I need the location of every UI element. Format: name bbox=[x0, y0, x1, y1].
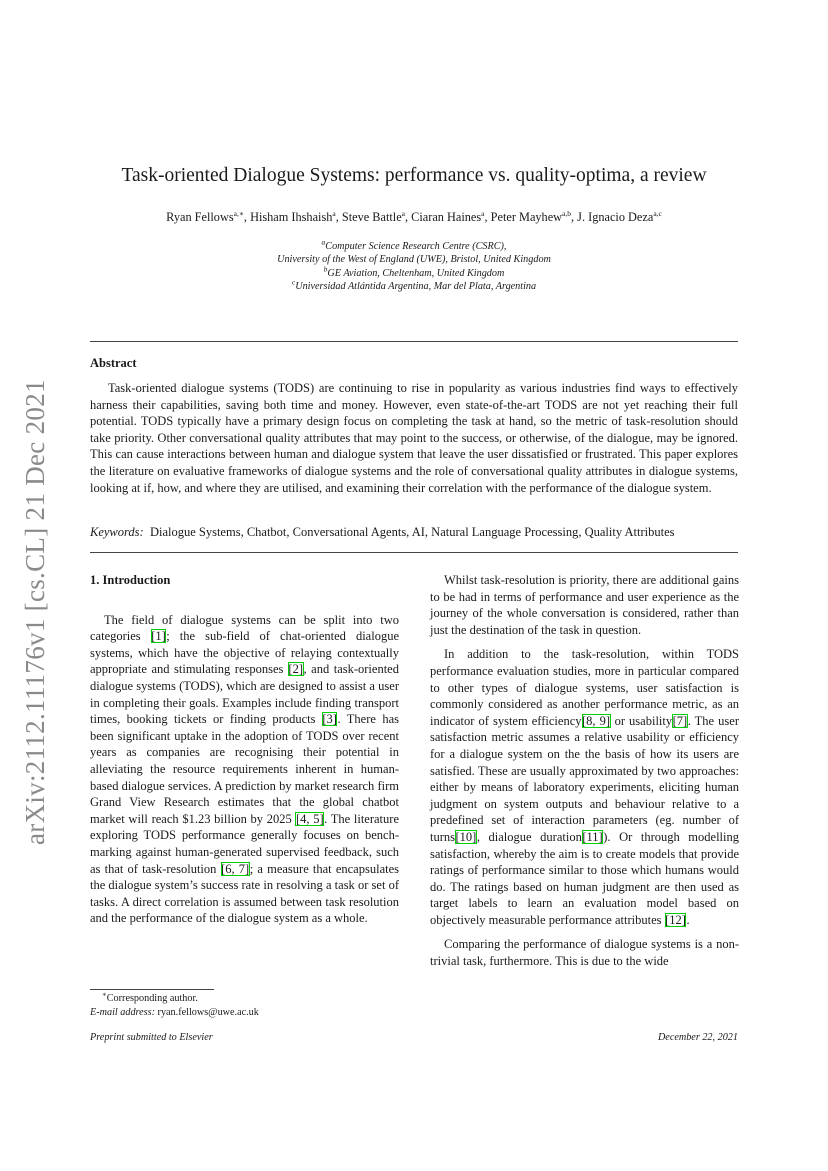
body-text: ; the sub-field of chat-oriented dialogue systems, which have the objective of relaying contextually appropriate and stimulating responses bbox=[90, 629, 399, 677]
author: Steve Battle bbox=[341, 210, 402, 224]
body-text: . The literature exploring TODS performance generally focuses on bench-marking against human-generated supervised feedback, such as that of task-resolution bbox=[90, 811, 399, 876]
author-affil-mark: a,c bbox=[653, 208, 662, 218]
affil-text: Universidad Atlántida Argentina, Mar del Plata, Argentina bbox=[295, 281, 537, 293]
abstract-top-rule bbox=[90, 341, 738, 342]
footnote-mark: ∗ bbox=[102, 990, 107, 999]
body-text: In addition to the task-resolution, within TODS performance evaluation studies, more in particular compared to other types of dialogue systems, user satisfaction is commonly considered as another performance metric, as an indicator of system efficiency bbox=[430, 647, 739, 728]
keywords-text: Dialogue Systems, Chatbot, Conversational Agents, AI, Natural Language Processing, Quality Attributes bbox=[149, 525, 675, 539]
intro-paragraph-2: Whilst task-resolution is priority, there are additional gains to be had in terms of performance and user experience as the journey of the whole conversation is considered, rather than just the destination of the task in question. bbox=[430, 573, 739, 637]
body-text: The field of dialogue systems can be split into two categories bbox=[90, 612, 399, 644]
affil-mark: c bbox=[291, 277, 296, 287]
author-affil-mark: a,b bbox=[562, 208, 572, 218]
email-address[interactable]: ryan.fellows@uwe.ac.uk bbox=[157, 1007, 259, 1019]
affil-mark: a bbox=[321, 237, 326, 247]
affil-text: University of the West of England (UWE), Bristol, United Kingdom bbox=[277, 254, 551, 266]
affiliations bbox=[90, 237, 738, 294]
citation-link[interactable]: [4, 5] bbox=[295, 811, 324, 826]
author: Peter Mayhew bbox=[490, 210, 563, 224]
citation-link[interactable]: [12] bbox=[665, 912, 686, 927]
affil-text: Computer Science Research Centre (CSRC), bbox=[325, 241, 507, 252]
paper-title: Task-oriented Dialogue Systems: performance vs. quality-optima, a review bbox=[121, 165, 707, 186]
citation-link[interactable]: [6, 7] bbox=[221, 861, 250, 876]
affil-text: GE Aviation, Cheltenham, United Kingdom bbox=[327, 267, 505, 279]
body-text: , dialogue duration bbox=[476, 829, 582, 844]
keywords bbox=[90, 524, 750, 541]
keywords-label: Keywords: bbox=[90, 525, 144, 539]
citation-link[interactable]: [10] bbox=[455, 829, 477, 844]
body-text: . bbox=[686, 912, 690, 927]
affiliation-line bbox=[90, 264, 738, 280]
citation-link[interactable]: [11] bbox=[582, 829, 603, 844]
abstract-bottom-rule bbox=[90, 552, 738, 553]
author: Ryan Fellows bbox=[166, 210, 234, 224]
citation-link[interactable]: [2] bbox=[288, 662, 303, 677]
left-column bbox=[90, 572, 399, 927]
body-text: ; a measure that encapsulates the dialogue system’s success rate in resolving a task or set of tasks. A direct correlation is assumed between task resolution and the performance of the dialogue system as a whole. bbox=[90, 861, 400, 926]
intro-paragraph-4: Comparing the performance of dialogue systems is a non-trivial task, furthermore. This is due to the wide bbox=[430, 937, 739, 969]
affil-mark: b bbox=[323, 264, 328, 274]
citation-link[interactable]: [3] bbox=[322, 712, 337, 727]
footnote bbox=[90, 992, 399, 1020]
footnote-text: Corresponding author. bbox=[106, 993, 198, 1004]
author-affil-mark: a,∗ bbox=[233, 208, 244, 218]
section-heading-introduction: 1. Introduction bbox=[90, 573, 171, 587]
footnote-corresponding bbox=[90, 992, 399, 1006]
author-affil-mark: a bbox=[332, 208, 336, 218]
abstract-text: Task-oriented dialogue systems (TODS) are continuing to rise in popularity as various industries find ways to effectively harness their capabilities, saving both time and money. However, even state-of-the-art TODS are not yet reaching their full potential. TODS typically have a primary design focus on completing the task at hand, so the metric of task-resolution should take priority. Other conversational quality attributes that may point to the success, or otherwise, of the dialogue, may be ignored. This can cause interactions between human and dialogue system that leave the user dissatisfied or frustrated. This paper explores the literature on evaluative frameworks of dialogue systems and the role of conversational quality attributes in dialogue systems, looking at if, how, and where they are utilised, and examining their correlation with the performance of the dialogue system. bbox=[90, 381, 738, 495]
body-text: , and task-oriented dialogue systems (TODS), which are designed to assist a user in completing their goals. Examples include finding transport times, booking tickets or finding products bbox=[90, 662, 399, 727]
intro-paragraph-3 bbox=[430, 646, 739, 928]
body-text: . There has been significant uptake in the adoption of TODS over recent years as companies are recognising their potential in alleviating the resource requirements inherent in human-based dialogue services. A prediction by market research firm Grand View Research estimates that the global chatbot market will reach $1.23 billion by 2025 bbox=[90, 712, 399, 826]
footnote-rule bbox=[90, 989, 214, 990]
abstract-heading: Abstract bbox=[90, 356, 137, 370]
footer-preprint-note: Preprint submitted to Elsevier bbox=[90, 1032, 213, 1043]
author: Ciaran Haines bbox=[411, 210, 482, 224]
footnote-email bbox=[90, 1006, 399, 1020]
author: J. Ignacio Deza bbox=[577, 210, 654, 224]
email-label: E-mail address: bbox=[90, 1007, 155, 1019]
body-text: ). Or through modelling satisfaction, whereby the aim is to create models that provide ratings of performance similar to those which humans would do. The ratings based on human judgment are then used as target labels to learn an evaluation model based on objectively measurable performance attributes bbox=[430, 829, 739, 927]
body-text: or usability bbox=[610, 713, 673, 728]
author-affil-mark: a bbox=[401, 208, 406, 218]
footer-date: December 22, 2021 bbox=[657, 1032, 738, 1043]
author-affil-mark: a bbox=[481, 208, 485, 218]
citation-link[interactable]: [8, 9] bbox=[582, 713, 611, 728]
author-list: Ryan Fellows$^{a,∗}$, Hisham Ihshaish$^a$, Steve Battle$^a$, Ciaran Haines$^a$, Peter Mayhew$^{a,b}$, J. Ignacio Deza$^{a,c}$ bbox=[166, 208, 662, 224]
affiliation-line bbox=[90, 253, 738, 266]
affiliation-line bbox=[90, 237, 738, 253]
author: Hisham Ihshaish bbox=[250, 210, 333, 224]
body-text: . The user satisfaction metric assumes a relative usability or efficiency for a dialogue system on the the basis of how its users are satisfied. These are usually approximated by two approaches: either by means of laboratory experiments, eliciting human judgment on system outputs and behaviour relative to a predefined set of interaction parameters (eg. number of turns bbox=[430, 713, 739, 844]
citation-link[interactable]: [1] bbox=[151, 629, 166, 644]
right-column bbox=[430, 572, 739, 970]
arxiv-identifier-stamp: arXiv:2112.11176v1 [cs.CL] 21 Dec 2021 bbox=[20, 379, 50, 845]
affiliation-line bbox=[90, 277, 738, 293]
citation-link[interactable]: [7] bbox=[672, 713, 688, 728]
intro-paragraph-1 bbox=[90, 612, 399, 927]
